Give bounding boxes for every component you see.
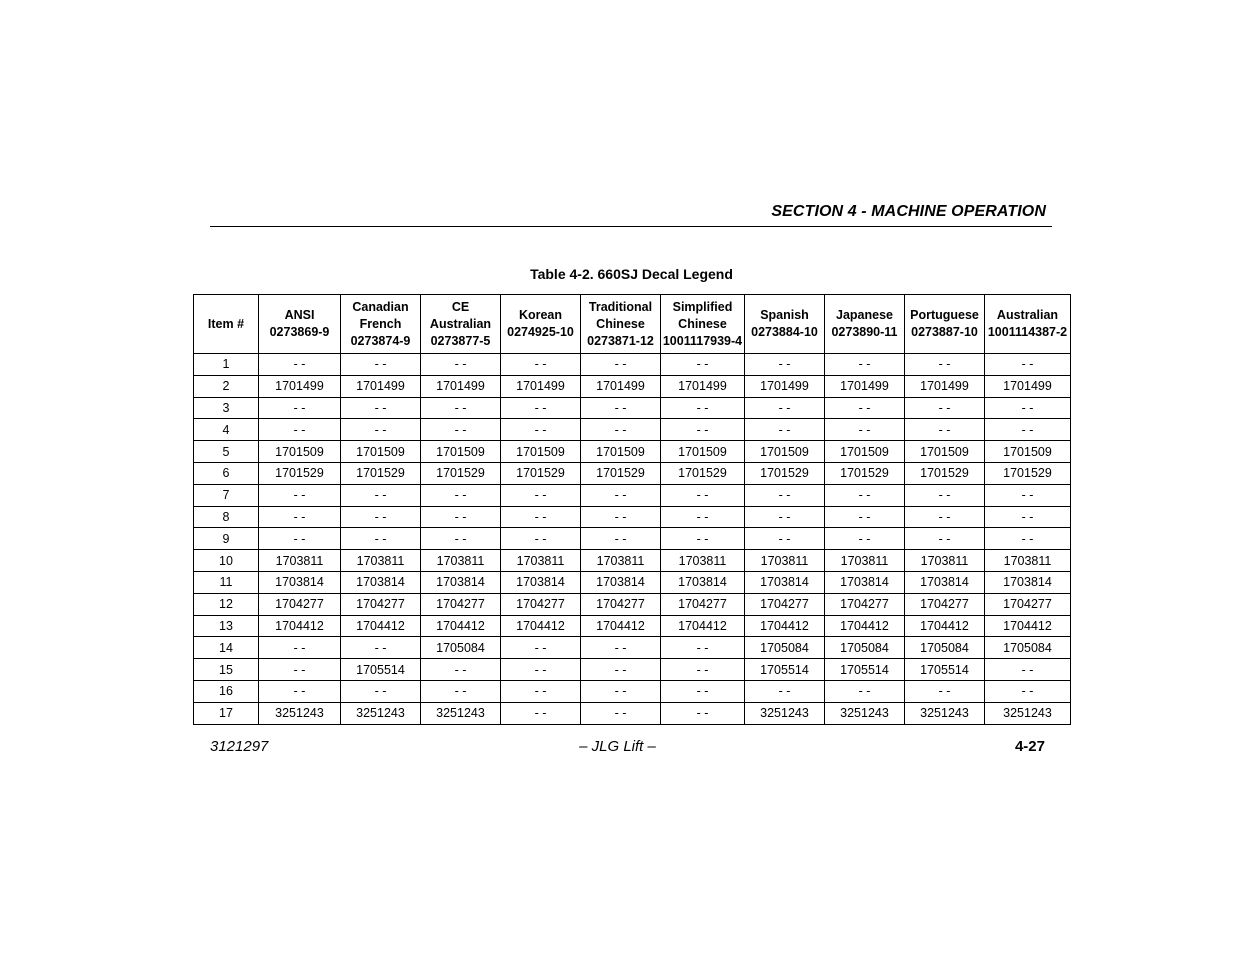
part-number-cell: - -	[985, 397, 1071, 419]
part-number-cell: - -	[745, 528, 825, 550]
item-number-cell: 13	[194, 615, 259, 637]
part-number-cell: 1701499	[421, 375, 501, 397]
part-number-cell: - -	[259, 419, 341, 441]
part-number-cell: - -	[661, 397, 745, 419]
part-number-cell: 1704412	[341, 615, 421, 637]
part-number-cell: 1701509	[581, 441, 661, 463]
part-number-cell: - -	[581, 680, 661, 702]
part-number-cell: 1703814	[661, 571, 745, 593]
item-number-cell: 7	[194, 484, 259, 506]
column-header-line: CE	[451, 299, 470, 314]
column-header-line: Australian	[429, 316, 492, 331]
part-number-cell: - -	[421, 506, 501, 528]
part-number-cell: - -	[341, 506, 421, 528]
column-header-line: Portuguese	[910, 308, 979, 322]
part-number-cell: 1705514	[745, 659, 825, 681]
column-header-line: Simplified	[672, 299, 733, 314]
part-number-cell: - -	[341, 419, 421, 441]
part-number-cell: 1703811	[985, 550, 1071, 572]
part-number-cell: 1701499	[259, 375, 341, 397]
column-header-line: ANSI	[284, 308, 315, 322]
column-header-line: Australian	[996, 308, 1059, 322]
table-row	[194, 550, 1071, 572]
column-header	[905, 295, 985, 354]
part-number-cell: - -	[259, 354, 341, 376]
part-number-cell: - -	[581, 354, 661, 376]
table-row	[194, 637, 1071, 659]
part-number-cell: - -	[825, 680, 905, 702]
part-number-cell: 1701529	[745, 462, 825, 484]
part-number-cell: 1704277	[825, 593, 905, 615]
part-number-cell: 1701529	[421, 462, 501, 484]
part-number-cell: - -	[421, 528, 501, 550]
part-number-cell: - -	[341, 354, 421, 376]
item-number-cell: 9	[194, 528, 259, 550]
item-number-cell: 2	[194, 375, 259, 397]
part-number-cell: 3251243	[259, 702, 341, 724]
part-number-cell: 1701499	[985, 375, 1071, 397]
part-number-cell: - -	[341, 484, 421, 506]
part-number-cell: 1703814	[985, 571, 1071, 593]
part-number-cell: 1703811	[421, 550, 501, 572]
part-number-cell: - -	[581, 397, 661, 419]
item-number-cell: 4	[194, 419, 259, 441]
part-number-cell: 1701509	[501, 441, 581, 463]
part-number-cell: - -	[905, 528, 985, 550]
part-number-cell: - -	[581, 419, 661, 441]
part-number-cell: 1703811	[259, 550, 341, 572]
part-number-cell: 1704412	[985, 615, 1071, 637]
part-number-cell: 1705084	[745, 637, 825, 659]
decal-legend-table	[193, 294, 1071, 725]
column-header-line: 0273874-9	[350, 333, 411, 348]
part-number-cell: - -	[661, 419, 745, 441]
part-number-cell: 1701529	[501, 462, 581, 484]
table-row	[194, 354, 1071, 376]
table-row	[194, 484, 1071, 506]
part-number-cell: 1703814	[421, 571, 501, 593]
item-number-cell: 15	[194, 659, 259, 681]
part-number-cell: 3251243	[341, 702, 421, 724]
item-number-cell: 11	[194, 571, 259, 593]
part-number-cell: 1703811	[825, 550, 905, 572]
part-number-cell: - -	[825, 506, 905, 528]
part-number-cell: - -	[501, 702, 581, 724]
part-number-cell: 1701499	[661, 375, 745, 397]
part-number-cell: - -	[661, 506, 745, 528]
part-number-cell: 1703814	[501, 571, 581, 593]
table-body	[194, 354, 1071, 725]
part-number-cell: - -	[905, 419, 985, 441]
part-number-cell: - -	[985, 506, 1071, 528]
table-row	[194, 615, 1071, 637]
part-number-cell: 1701509	[905, 441, 985, 463]
column-header	[341, 295, 421, 354]
part-number-cell: 1705084	[905, 637, 985, 659]
part-number-cell: 1701529	[661, 462, 745, 484]
part-number-cell: 1704277	[259, 593, 341, 615]
part-number-cell: 1704412	[421, 615, 501, 637]
part-number-cell: 1703814	[581, 571, 661, 593]
item-number-cell: 10	[194, 550, 259, 572]
column-header	[661, 295, 745, 354]
part-number-cell: - -	[745, 397, 825, 419]
part-number-cell: - -	[985, 528, 1071, 550]
part-number-cell: - -	[421, 680, 501, 702]
part-number-cell: - -	[501, 680, 581, 702]
table-row	[194, 397, 1071, 419]
column-header-line: Item #	[207, 316, 245, 331]
part-number-cell: 1703811	[341, 550, 421, 572]
part-number-cell: 3251243	[905, 702, 985, 724]
item-number-cell: 14	[194, 637, 259, 659]
column-header	[421, 295, 501, 354]
item-number-cell: 8	[194, 506, 259, 528]
part-number-cell: 1704412	[259, 615, 341, 637]
section-header	[210, 200, 1052, 227]
section-title: SECTION 4 - MACHINE OPERATION	[771, 203, 1046, 220]
part-number-cell: - -	[259, 659, 341, 681]
table-row	[194, 419, 1071, 441]
part-number-cell: - -	[341, 397, 421, 419]
part-number-cell: 1701499	[905, 375, 985, 397]
part-number-cell: - -	[421, 354, 501, 376]
table-row	[194, 375, 1071, 397]
part-number-cell: - -	[259, 637, 341, 659]
part-number-cell: - -	[581, 702, 661, 724]
table-row	[194, 528, 1071, 550]
column-header-line: Japanese	[836, 308, 893, 322]
part-number-cell: 3251243	[985, 702, 1071, 724]
part-number-cell: 3251243	[745, 702, 825, 724]
part-number-cell: 1704277	[581, 593, 661, 615]
part-number-cell: - -	[581, 637, 661, 659]
part-number-cell: 1701499	[341, 375, 421, 397]
part-number-cell: 1703811	[661, 550, 745, 572]
table-row	[194, 571, 1071, 593]
part-number-cell: 1704277	[661, 593, 745, 615]
part-number-cell: 1704412	[661, 615, 745, 637]
column-header	[259, 295, 341, 354]
part-number-cell: - -	[341, 528, 421, 550]
part-number-cell: - -	[661, 354, 745, 376]
part-number-cell: 1703814	[745, 571, 825, 593]
part-number-cell: - -	[259, 680, 341, 702]
table-row	[194, 659, 1071, 681]
item-number-cell: 16	[194, 680, 259, 702]
column-header	[745, 295, 825, 354]
table-row	[194, 441, 1071, 463]
part-number-cell: - -	[905, 354, 985, 376]
column-header	[985, 295, 1071, 354]
part-number-cell: - -	[985, 680, 1071, 702]
part-number-cell: 1701529	[905, 462, 985, 484]
part-number-cell: - -	[745, 354, 825, 376]
part-number-cell: - -	[825, 484, 905, 506]
column-header-line: 1001117939-4	[662, 333, 743, 348]
part-number-cell: - -	[421, 397, 501, 419]
part-number-cell: - -	[905, 506, 985, 528]
part-number-cell: 1704412	[501, 615, 581, 637]
part-number-cell: - -	[905, 680, 985, 702]
part-number-cell: - -	[581, 659, 661, 681]
part-number-cell: - -	[661, 680, 745, 702]
document-number: 3121297	[210, 738, 269, 755]
part-number-cell: - -	[905, 484, 985, 506]
part-number-cell: - -	[825, 354, 905, 376]
part-number-cell: 1701529	[259, 462, 341, 484]
part-number-cell: 1701509	[745, 441, 825, 463]
part-number-cell: - -	[501, 419, 581, 441]
part-number-cell: - -	[259, 506, 341, 528]
part-number-cell: - -	[421, 419, 501, 441]
part-number-cell: 1704277	[421, 593, 501, 615]
part-number-cell: - -	[501, 484, 581, 506]
column-header	[825, 295, 905, 354]
part-number-cell: - -	[341, 637, 421, 659]
page-number: 4-27	[1014, 738, 1045, 755]
table-row	[194, 680, 1071, 702]
part-number-cell: - -	[501, 637, 581, 659]
part-number-cell: - -	[745, 680, 825, 702]
part-number-cell: 1704412	[825, 615, 905, 637]
part-number-cell: - -	[501, 528, 581, 550]
part-number-cell: 1701499	[745, 375, 825, 397]
part-number-cell: 1701499	[501, 375, 581, 397]
part-number-cell: - -	[421, 484, 501, 506]
part-number-cell: - -	[661, 637, 745, 659]
part-number-cell: - -	[501, 354, 581, 376]
part-number-cell: - -	[745, 484, 825, 506]
part-number-cell: 1705084	[985, 637, 1071, 659]
part-number-cell: - -	[745, 506, 825, 528]
part-number-cell: - -	[259, 484, 341, 506]
column-header-line: Korean	[518, 308, 563, 322]
item-number-cell: 17	[194, 702, 259, 724]
part-number-cell: 3251243	[421, 702, 501, 724]
part-number-cell: - -	[501, 397, 581, 419]
column-header	[581, 295, 661, 354]
column-header	[501, 295, 581, 354]
table-row	[194, 702, 1071, 724]
part-number-cell: 1701509	[825, 441, 905, 463]
part-number-cell: 1704412	[745, 615, 825, 637]
column-header-line: Canadian	[352, 299, 409, 314]
part-number-cell: - -	[825, 419, 905, 441]
part-number-cell: 1703811	[905, 550, 985, 572]
column-header-line: 0273871-12	[587, 333, 654, 348]
part-number-cell: 1704277	[341, 593, 421, 615]
part-number-cell: - -	[581, 506, 661, 528]
column-header-line: Chinese	[678, 316, 727, 331]
part-number-cell: - -	[421, 659, 501, 681]
column-header-line: Spanish	[760, 308, 809, 322]
part-number-cell: 1705514	[905, 659, 985, 681]
part-number-cell: - -	[341, 680, 421, 702]
column-header	[194, 295, 259, 354]
part-number-cell: 1701529	[341, 462, 421, 484]
part-number-cell: 1701509	[985, 441, 1071, 463]
item-number-cell: 1	[194, 354, 259, 376]
part-number-cell: - -	[259, 528, 341, 550]
part-number-cell: 1701499	[825, 375, 905, 397]
part-number-cell: - -	[661, 484, 745, 506]
item-number-cell: 5	[194, 441, 259, 463]
part-number-cell: - -	[501, 659, 581, 681]
part-number-cell: 1703814	[825, 571, 905, 593]
part-number-cell: 1701529	[825, 462, 905, 484]
column-header-line: 0273884-10	[751, 325, 818, 339]
part-number-cell: - -	[259, 397, 341, 419]
part-number-cell: 1704277	[745, 593, 825, 615]
column-header-line: 0273887-10	[911, 325, 978, 339]
part-number-cell: - -	[745, 419, 825, 441]
part-number-cell: - -	[985, 659, 1071, 681]
part-number-cell: - -	[985, 484, 1071, 506]
column-header-line: 0273890-11	[831, 325, 898, 339]
part-number-cell: 3251243	[825, 702, 905, 724]
part-number-cell: 1703811	[581, 550, 661, 572]
part-number-cell: - -	[581, 484, 661, 506]
part-number-cell: - -	[985, 354, 1071, 376]
column-header-line: 0273877-5	[430, 333, 491, 348]
part-number-cell: 1701509	[421, 441, 501, 463]
part-number-cell: 1701499	[581, 375, 661, 397]
table-row	[194, 462, 1071, 484]
part-number-cell: - -	[825, 528, 905, 550]
part-number-cell: 1705084	[421, 637, 501, 659]
part-number-cell: - -	[905, 397, 985, 419]
table-row	[194, 506, 1071, 528]
part-number-cell: 1701529	[985, 462, 1071, 484]
part-number-cell: - -	[661, 659, 745, 681]
part-number-cell: 1704412	[581, 615, 661, 637]
part-number-cell: 1705514	[825, 659, 905, 681]
part-number-cell: - -	[661, 528, 745, 550]
column-header-line: 1001114387-2	[987, 325, 1068, 339]
item-number-cell: 3	[194, 397, 259, 419]
part-number-cell: 1704412	[905, 615, 985, 637]
column-header-line: Chinese	[596, 316, 645, 331]
part-number-cell: 1703811	[745, 550, 825, 572]
part-number-cell: - -	[581, 528, 661, 550]
part-number-cell: 1705084	[825, 637, 905, 659]
column-header-line: Traditional	[588, 299, 653, 314]
part-number-cell: 1704277	[905, 593, 985, 615]
part-number-cell: - -	[661, 702, 745, 724]
part-number-cell: 1705514	[341, 659, 421, 681]
part-number-cell: 1703811	[501, 550, 581, 572]
column-header-line: 0274925-10	[507, 325, 574, 339]
part-number-cell: 1704277	[501, 593, 581, 615]
part-number-cell: 1703814	[341, 571, 421, 593]
table-header-row	[194, 295, 1071, 354]
part-number-cell: - -	[501, 506, 581, 528]
table-row	[194, 593, 1071, 615]
part-number-cell: 1703814	[905, 571, 985, 593]
part-number-cell: - -	[825, 397, 905, 419]
part-number-cell: 1701509	[259, 441, 341, 463]
column-header-line: French	[359, 316, 402, 331]
part-number-cell: 1701509	[341, 441, 421, 463]
footer-brand: – JLG Lift –	[579, 738, 656, 755]
part-number-cell: 1701509	[661, 441, 745, 463]
item-number-cell: 6	[194, 462, 259, 484]
part-number-cell: 1701529	[581, 462, 661, 484]
item-number-cell: 12	[194, 593, 259, 615]
part-number-cell: 1703814	[259, 571, 341, 593]
column-header-line: 0273869-9	[269, 325, 330, 339]
table-caption: Table 4-2. 660SJ Decal Legend	[530, 266, 733, 282]
part-number-cell: 1704277	[985, 593, 1071, 615]
part-number-cell: - -	[985, 419, 1071, 441]
